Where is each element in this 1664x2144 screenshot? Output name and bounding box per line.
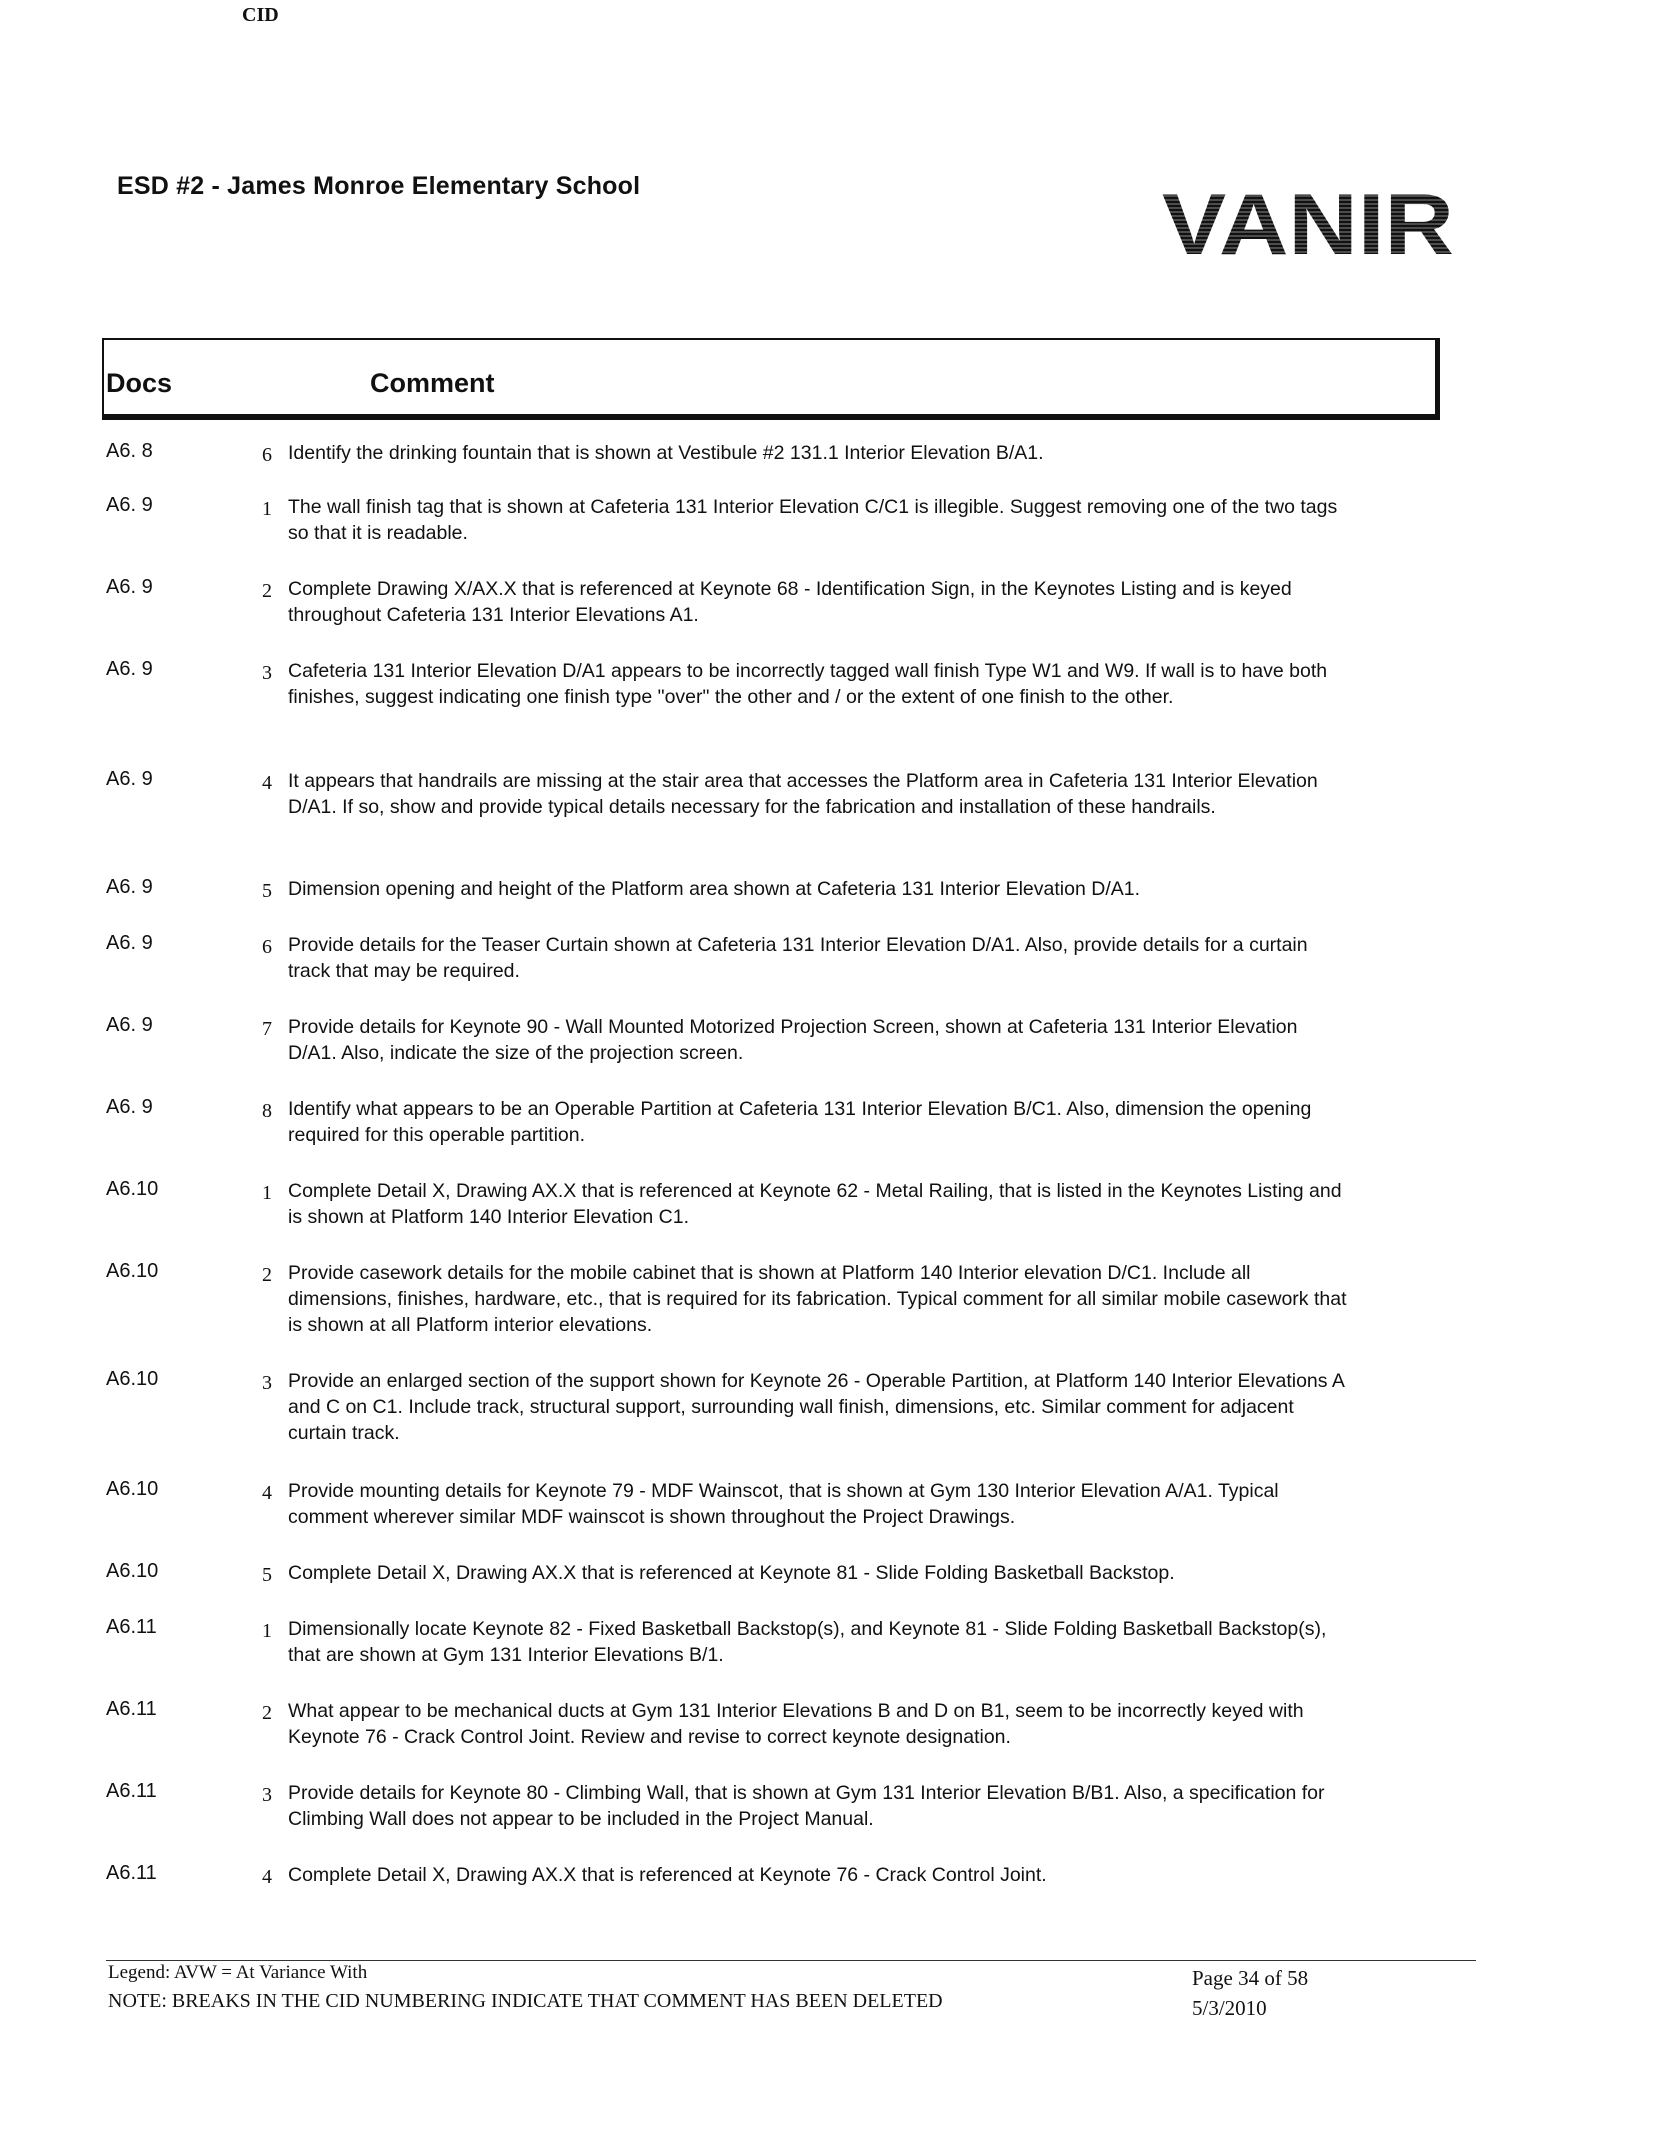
row-comment: Cafeteria 131 Interior Elevation D/A1 appears to be incorrectly tagged wall finish Type W1 and W9. If wall is to have both finishes, suggest indicating one finish type "over" the other and / or the extent of one finish to the other.	[288, 660, 1328, 708]
footer-legend: Legend: AVW = At Variance With	[108, 1962, 368, 1983]
document-date: 5/3/2010	[1192, 1996, 1267, 2020]
row-cid: 1	[262, 498, 272, 520]
row-cid: 8	[262, 1100, 272, 1122]
footer-divider	[106, 1960, 1476, 1961]
row-docs: A6. 8	[106, 440, 153, 462]
row-cid: 2	[262, 1264, 272, 1286]
row-comment: Dimension opening and height of the Platform area shown at Cafeteria 131 Interior Elevation D/A1.	[288, 878, 1141, 900]
page-title: ESD #2 - James Monroe Elementary School	[117, 172, 641, 200]
row-cid: 5	[262, 880, 272, 902]
logo-text: VANIR	[1162, 182, 1454, 262]
column-header-cid: CID	[242, 4, 279, 26]
row-cid: 5	[262, 1564, 272, 1586]
row-cid: 2	[262, 580, 272, 602]
column-header-comment: Comment	[370, 368, 495, 398]
row-comment: The wall finish tag that is shown at Cafeteria 131 Interior Elevation C/C1 is illegible. Suggest removing one of the two tags so that it is readable.	[288, 496, 1338, 544]
row-docs: A6.11	[106, 1862, 157, 1884]
row-cid: 2	[262, 1702, 272, 1724]
row-docs: A6.10	[106, 1178, 159, 1200]
row-cid: 1	[262, 1620, 272, 1642]
row-comment: Complete Detail X, Drawing AX.X that is referenced at Keynote 81 - Slide Folding Basketball Backstop.	[288, 1562, 1175, 1584]
row-docs: A6.11	[106, 1616, 157, 1638]
row-docs: A6. 9	[106, 658, 153, 680]
row-comment: Complete Detail X, Drawing AX.X that is referenced at Keynote 62 - Metal Railing, that is listed in the Keynotes Listing and is shown at Platform 140 Interior Elevation C1.	[288, 1180, 1342, 1228]
row-comment: Provide casework details for the mobile cabinet that is shown at Platform 140 Interior elevation D/C1. Include all dimensions, finishes, hardware, etc., that is required for its fabrication. Typical comment for all similar mobile casework that is shown at all Platform interior elevations.	[288, 1262, 1347, 1336]
row-docs: A6.11	[106, 1780, 157, 1802]
row-docs: A6. 9	[106, 576, 153, 598]
row-comment: Provide an enlarged section of the support shown for Keynote 26 - Operable Partition, at Platform 140 Interior Elevations A and C on C1. Include track, structural support, surrounding wall finish, dimensions, etc. Similar comment for adjacent curtain track.	[288, 1370, 1344, 1444]
row-cid: 3	[262, 1784, 272, 1806]
row-docs: A6.10	[106, 1478, 159, 1500]
row-docs: A6.10	[106, 1260, 159, 1282]
row-comment: Dimensionally locate Keynote 82 - Fixed Basketball Backstop(s), and Keynote 81 - Slide Folding Basketball Backstop(s), that are shown at Gym 131 Interior Elevations B/1.	[288, 1618, 1327, 1666]
row-docs: A6.10	[106, 1560, 159, 1582]
row-docs: A6. 9	[106, 494, 153, 516]
row-comment: Provide details for Keynote 90 - Wall Mounted Motorized Projection Screen, shown at Cafeteria 131 Interior Elevation D/A1. Also, indicate the size of the projection screen.	[288, 1016, 1298, 1064]
row-docs: A6.10	[106, 1368, 159, 1390]
row-docs: A6. 9	[106, 1096, 153, 1118]
row-docs: A6. 9	[106, 1014, 153, 1036]
row-comment: Provide details for Keynote 80 - Climbing Wall, that is shown at Gym 131 Interior Elevation B/B1. Also, a specification for Climbing Wall does not appear to be included in the Project Manual.	[288, 1782, 1325, 1830]
row-cid: 3	[262, 662, 272, 684]
row-comment: Identify what appears to be an Operable Partition at Cafeteria 131 Interior Elevation B/C1. Also, dimension the opening required for this operable partition.	[288, 1098, 1312, 1146]
row-docs: A6. 9	[106, 768, 153, 790]
row-cid: 4	[262, 772, 272, 794]
row-cid: 4	[262, 1866, 272, 1888]
row-comment: It appears that handrails are missing at the stair area that accesses the Platform area in Cafeteria 131 Interior Elevation D/A1. If so, show and provide typical details necessary for the fabrication and installation of these handrails.	[288, 770, 1318, 818]
row-comment: What appear to be mechanical ducts at Gym 131 Interior Elevations B and D on B1, seem to be incorrectly keyed with Keynote 76 - Crack Control Joint. Review and revise to correct keynote designation.	[288, 1700, 1304, 1748]
row-docs: A6. 9	[106, 932, 153, 954]
row-cid: 1	[262, 1182, 272, 1204]
row-docs: A6.11	[106, 1698, 157, 1720]
row-cid: 4	[262, 1482, 272, 1504]
page-number: Page 34 of 58	[1192, 1966, 1309, 1990]
row-cid: 6	[262, 936, 272, 958]
row-cid: 3	[262, 1372, 272, 1394]
footer-note: NOTE: BREAKS IN THE CID NUMBERING INDICATE THAT COMMENT HAS BEEN DELETED	[108, 1990, 943, 2012]
column-header-docs: Docs	[106, 368, 173, 398]
row-cid: 6	[262, 444, 272, 466]
row-comment: Complete Drawing X/AX.X that is referenced at Keynote 68 - Identification Sign, in the Keynotes Listing and is keyed throughout Cafeteria 131 Interior Elevations A1.	[288, 578, 1292, 626]
row-comment: Provide details for the Teaser Curtain shown at Cafeteria 131 Interior Elevation D/A1. Also, provide details for a curtain track that may be required.	[288, 934, 1308, 982]
row-comment: Provide mounting details for Keynote 79 - MDF Wainscot, that is shown at Gym 130 Interior Elevation A/A1. Typical comment wherever similar MDF wainscot is shown throughout the Project Drawings.	[288, 1480, 1279, 1528]
row-cid: 7	[262, 1018, 272, 1040]
row-comment: Complete Detail X, Drawing AX.X that is referenced at Keynote 76 - Crack Control Joint.	[288, 1864, 1047, 1886]
row-comment: Identify the drinking fountain that is shown at Vestibule #2 131.1 Interior Elevation B/A1.	[288, 442, 1044, 464]
row-docs: A6. 9	[106, 876, 153, 898]
